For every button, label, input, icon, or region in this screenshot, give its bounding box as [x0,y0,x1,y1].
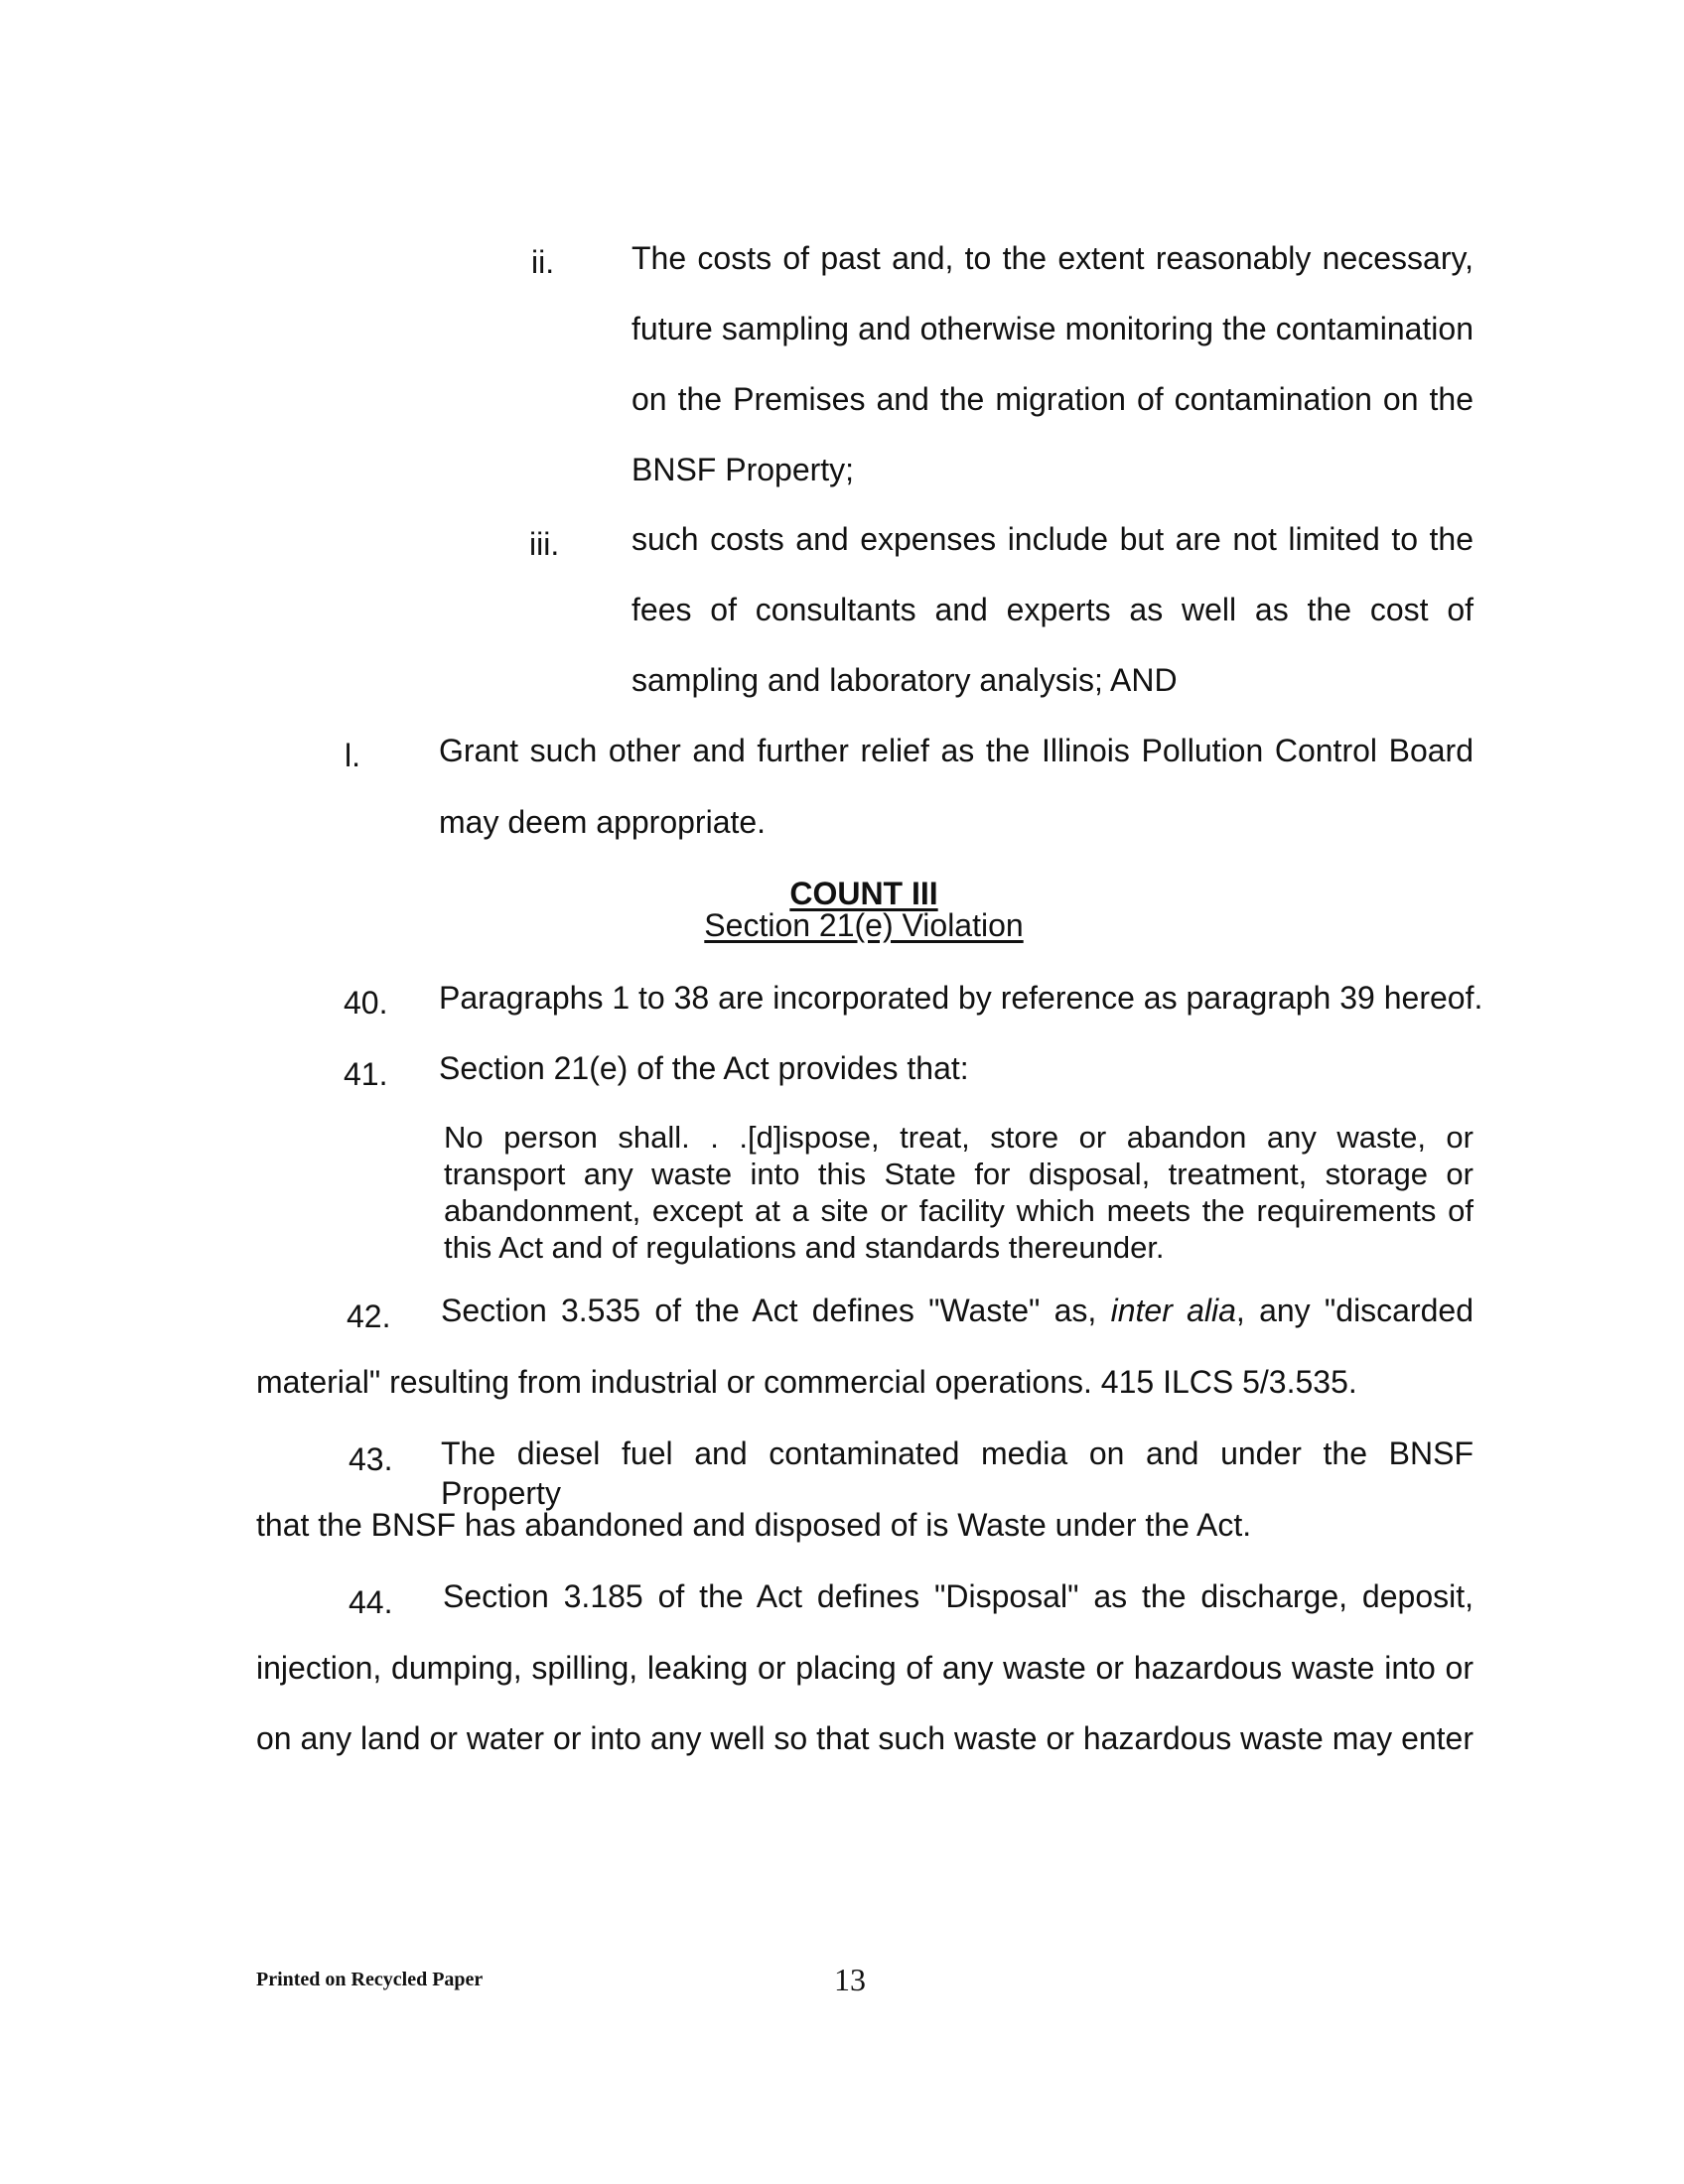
item-iii-line: such costs and expenses include but are not limited to the [632,521,1474,557]
paragraph-40-text: Paragraphs 1 to 38 are incorporated by reference as paragraph 39 hereof. [439,980,1483,1016]
page-number: 13 [834,1962,866,1997]
paragraph-44-line3: on any land or water or into any well so that such waste or hazardous waste may enter [256,1720,1474,1756]
count-heading: COUNT III [789,876,938,911]
paragraph-42-line1 [441,1291,1474,1330]
item-ii-marker: ii. [531,244,555,280]
paragraph-43-line1: The diesel fuel and contaminated media on and under the BNSF Property [441,1435,1474,1511]
paragraph-42-text-b: , any "discarded [1235,1293,1474,1328]
paragraph-42-line2: material" resulting from industrial or commercial operations. 415 ILCS 5/3.535. [256,1364,1357,1400]
paragraph-number: 43. [349,1441,393,1477]
item-ii-line: The costs of past and, to the extent reasonably necessary, [632,240,1474,276]
paragraph-41-text: Section 21(e) of the Act provides that: [439,1050,969,1086]
paragraph-number: 42. [347,1298,391,1334]
item-ii-line: on the Premises and the migration of contamination on the [632,381,1474,417]
paragraph-43-line2: that the BNSF has abandoned and disposed of is Waste under the Act. [256,1507,1252,1543]
item-ii-line: BNSF Property; [632,452,855,487]
paragraph-42-text-a: Section 3.535 of the Act defines "Waste" as, [441,1293,1097,1328]
item-iii-line: sampling and laboratory analysis; AND [632,662,1178,698]
paragraph-number: 44. [349,1584,393,1620]
block-quote: No person shall. . .[d]ispose, treat, store or abandon any waste, or transport any waste into this State for disposal, treatment, storage or abandonment, except at a site or facility which meets the requirements of this Act and of regulations and standards thereunder. [444,1120,1474,1265]
paragraph-44-line1: Section 3.185 of the Act defines "Disposal" as the discharge, deposit, [443,1578,1474,1614]
item-ii-line: future sampling and otherwise monitoring the contamination [632,311,1474,346]
item-l-marker: l. [345,738,360,773]
count-subheading: Section 21(e) Violation [704,907,1024,943]
paragraph-number: 41. [344,1056,388,1092]
footer-recycled-paper: Printed on Recycled Paper [256,1969,484,1990]
item-l-line: may deem appropriate. [439,804,767,840]
item-iii-marker: iii. [529,526,560,562]
item-iii-line: fees of consultants and experts as well as the cost of [632,592,1474,627]
item-l-line: Grant such other and further relief as the Illinois Pollution Control Board [439,733,1474,768]
paragraph-number: 40. [344,985,388,1021]
paragraph-44-line2: injection, dumping, spilling, leaking or placing of any waste or hazardous waste into or [256,1650,1474,1686]
inter-alia-italic: inter alia [1110,1293,1236,1328]
